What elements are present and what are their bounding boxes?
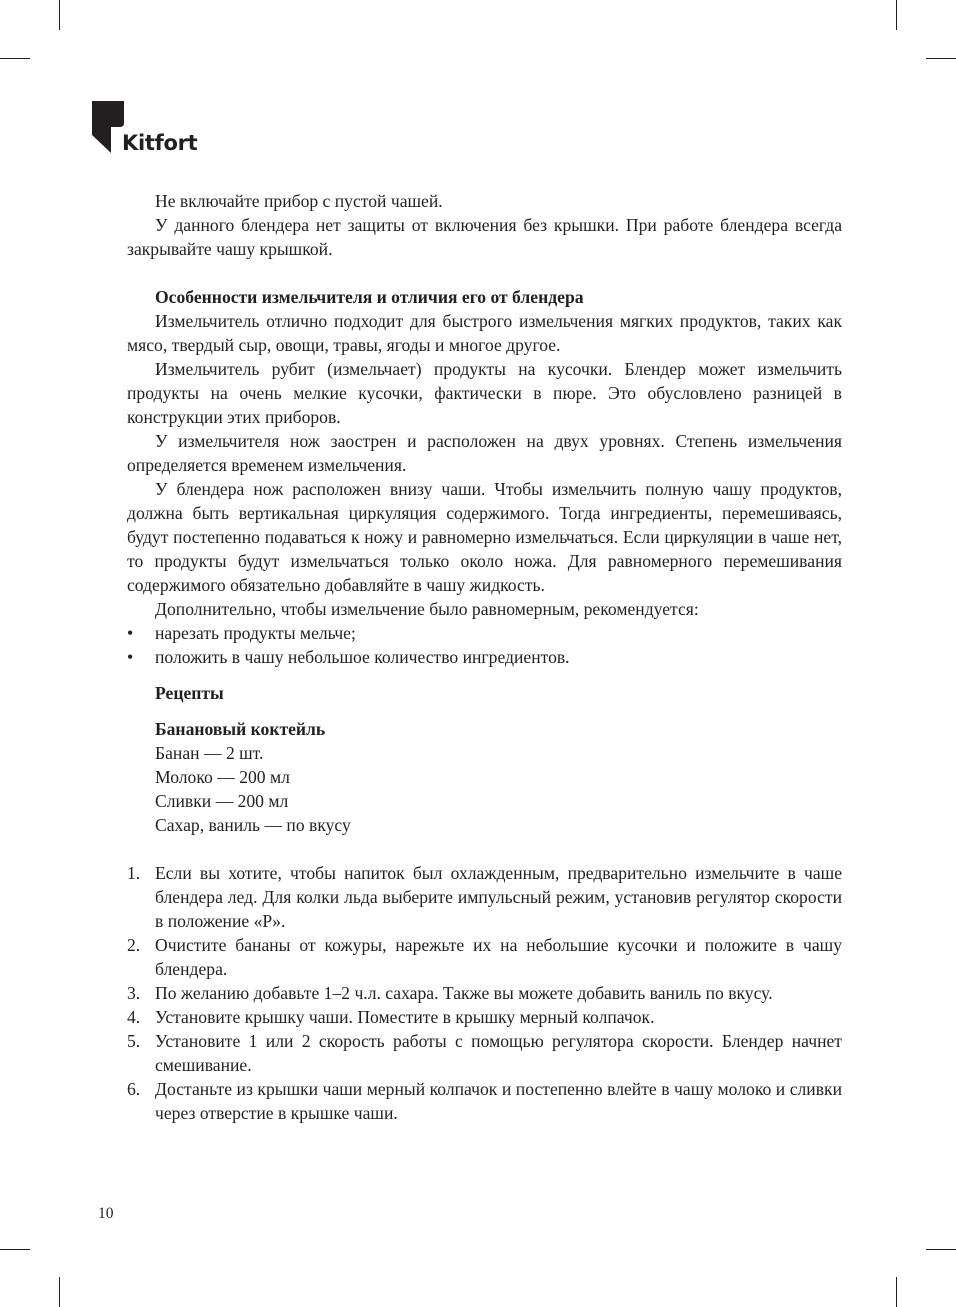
list-item: • положить в чашу небольшое количество ингредиентов. [127, 647, 570, 667]
ingredient: Сахар, ваниль — по вкусу [155, 815, 351, 835]
list-item: • нарезать продукты мельче; [127, 623, 356, 643]
recipe-step: 5. Установите 1 или 2 скорость работы с помощью регулятора скорости. Блендер начнет смешивание. [127, 1031, 842, 1075]
intro-paragraph: Не включайте прибор с пустой чашей. [155, 191, 443, 211]
section-paragraph: У измельчителя нож заострен и расположен на двух уровнях. Степень измельчения определяется временем измельчения. [127, 431, 842, 475]
crop-mark [0, 58, 30, 59]
intro-paragraph: У данного блендера нет защиты от включения без крышки. При работе блендера всегда закрывайте чашу крышкой. [127, 215, 842, 259]
crop-mark [896, 0, 897, 30]
bullet-icon: • [127, 647, 134, 667]
crop-mark [896, 1277, 897, 1307]
recipe-step: 3. По желанию добавьте 1–2 ч.л. сахара. Также вы можете добавить ваниль по вкусу. [127, 983, 773, 1003]
kitfort-logo-icon [92, 101, 124, 153]
crop-mark [926, 58, 956, 59]
crop-mark [59, 0, 60, 30]
brand-logo [92, 101, 202, 157]
crop-mark [59, 1277, 60, 1307]
page-number: 10 [98, 1205, 114, 1222]
recipe-step: 4. Установите крышку чаши. Поместите в крышку мерный колпачок. [127, 1007, 655, 1027]
recipe-title: Банановый коктейль [155, 719, 326, 739]
page-content [127, 189, 842, 1125]
brand-name: Kitfort [122, 131, 198, 155]
section-paragraph: У блендера нож расположен внизу чаши. Чтобы измельчить полную чашу продуктов, должна быть вертикальная циркуляция содержимого. Тогда ингредиенты, перемешиваясь, будут постепенно подаваться к ножу и равномерно измельчаться. Если циркуляции в чаше нет, то продукты будут измельчаться только около ножа. Для равномерного перемешивания содержимого обязательно добавляйте в чашу жидкость. [127, 479, 842, 595]
recipe-step: 2. Очистите бананы от кожуры, нарежьте их на небольшие кусочки и положите в чашу блендера. [127, 935, 842, 979]
crop-mark [0, 1249, 30, 1250]
ingredients-list [127, 741, 842, 837]
recommendation-list [127, 621, 842, 669]
recipe-steps [127, 861, 842, 1125]
ingredient: Сливки — 200 мл [155, 791, 289, 811]
recipe-step: 1. Если вы хотите, чтобы напиток был охлажденным, предварительно измельчите в чаше блендера лед. Для колки льда выберите импульсный режим, установив регулятор скорости в положение «P». [127, 863, 842, 931]
recipe-step: 6. Достаньте из крышки чаши мерный колпачок и постепенно влейте в чашу молоко и сливки через отверстие в крышке чаши. [127, 1079, 842, 1123]
section-paragraph: Измельчитель отлично подходит для быстрого измельчения мягких продуктов, таких как мясо, твердый сыр, овощи, травы, ягоды и многое другое. [127, 311, 842, 355]
section-title: Особенности измельчителя и отличия его от блендера [155, 287, 584, 307]
bullet-icon: • [127, 623, 134, 643]
crop-mark [926, 1249, 956, 1250]
section-paragraph: Измельчитель рубит (измельчает) продукты на кусочки. Блендер может измельчить продукты на очень мелкие кусочки, фактически в пюре. Это обусловлено разницей в конструкции этих приборов. [127, 359, 842, 427]
section-paragraph: Дополнительно, чтобы измельчение было равномерным, рекомендуется: [155, 599, 699, 619]
ingredient: Банан — 2 шт. [155, 743, 264, 763]
recipes-heading: Рецепты [155, 683, 224, 703]
ingredient: Молоко — 200 мл [155, 767, 290, 787]
